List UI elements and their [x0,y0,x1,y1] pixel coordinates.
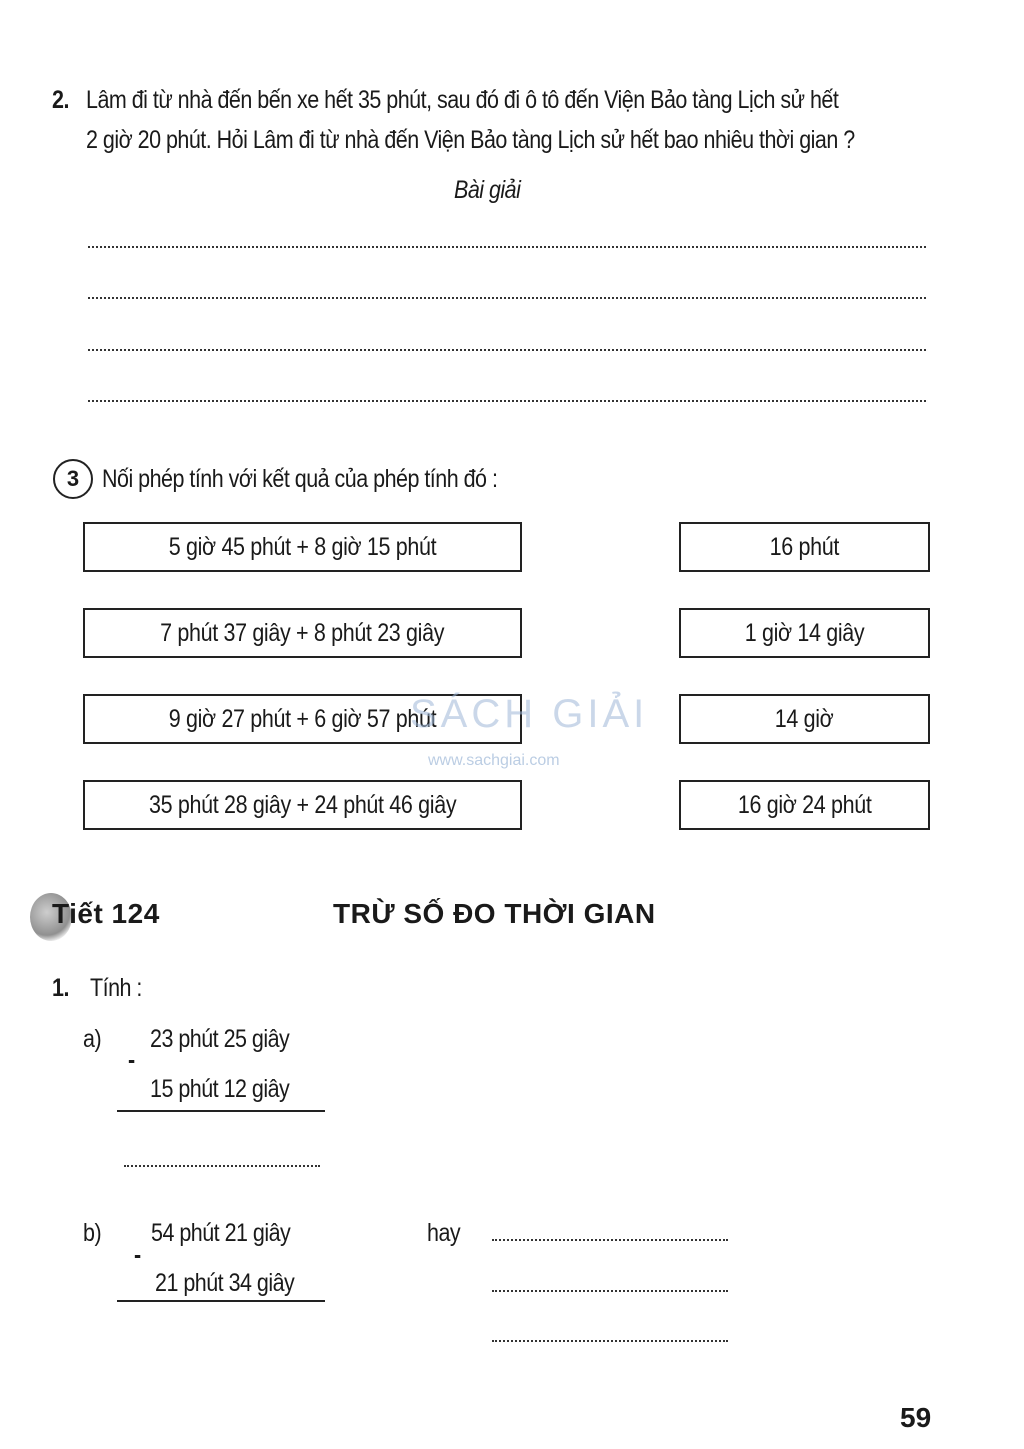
result-box[interactable] [679,694,930,744]
part-b-minus: - [134,1241,141,1269]
q2-number: 2. [52,86,69,114]
q3-number-circle: 3 [53,459,93,499]
result-box[interactable] [679,780,930,830]
part-a-top: 23 phút 25 giây [150,1025,290,1053]
lesson-label: Tiết 124 [52,898,160,929]
answer-line-3[interactable] [88,349,926,351]
part-b-hay: hay [427,1219,461,1247]
q2-text-line2: 2 giờ 20 phút. Hỏi Lâm đi từ nhà đến Viện Bảo tàng Lịch sử hết bao nhiêu thời gian ? [86,126,855,154]
part-a-label: a) [83,1025,102,1053]
expression-box[interactable] [83,522,522,572]
expression-box[interactable] [83,608,522,658]
watermark-url: www.sachgiai.com [428,752,560,769]
expression-text: 9 giờ 27 phút + 6 giờ 57 phút [168,704,437,733]
expression-text: 7 phút 37 giây + 8 phút 23 giây [160,618,445,647]
part-b-answer-line-2[interactable] [492,1290,728,1292]
watermark-brand: SÁCH GIẢI [410,692,649,736]
part-a-answer-line[interactable] [124,1165,320,1167]
part-b-label: b) [83,1219,102,1247]
result-text: 16 phút [769,532,840,561]
solution-label: Bài giải [454,176,521,204]
lesson-title: TRỪ SỐ ĐO THỜI GIAN [333,898,656,929]
answer-line-4[interactable] [88,400,926,402]
q1-instruction: Tính : [90,974,142,1002]
part-b-bottom: 21 phút 34 giây [155,1269,295,1297]
result-text: 14 giờ [775,704,834,733]
expression-box[interactable] [83,780,522,830]
part-b-rule [117,1300,325,1302]
answer-line-2[interactable] [88,297,926,299]
part-a-bottom: 15 phút 12 giây [150,1075,290,1103]
q2-text-line1: Lâm đi từ nhà đến bến xe hết 35 phút, sau đó đi ô tô đến Viện Bảo tàng Lịch sử hết [86,86,839,114]
q3-instruction: Nối phép tính với kết quả của phép tính đó : [102,465,498,493]
q1-number: 1. [52,974,69,1002]
result-text: 1 giờ 14 giây [744,618,865,647]
part-b-answer-line-1[interactable] [492,1239,728,1241]
result-text: 16 giờ 24 phút [737,790,872,819]
result-box[interactable] [679,522,930,572]
part-b-answer-line-3[interactable] [492,1340,728,1342]
part-a-minus: - [128,1046,135,1074]
part-b-top: 54 phút 21 giây [151,1219,291,1247]
expression-text: 35 phút 28 giây + 24 phút 46 giây [148,790,457,819]
expression-text: 5 giờ 45 phút + 8 giờ 15 phút [168,532,437,561]
part-a-rule [117,1110,325,1112]
page-number: 59 [900,1402,932,1433]
answer-line-1[interactable] [88,246,926,248]
result-box[interactable] [679,608,930,658]
